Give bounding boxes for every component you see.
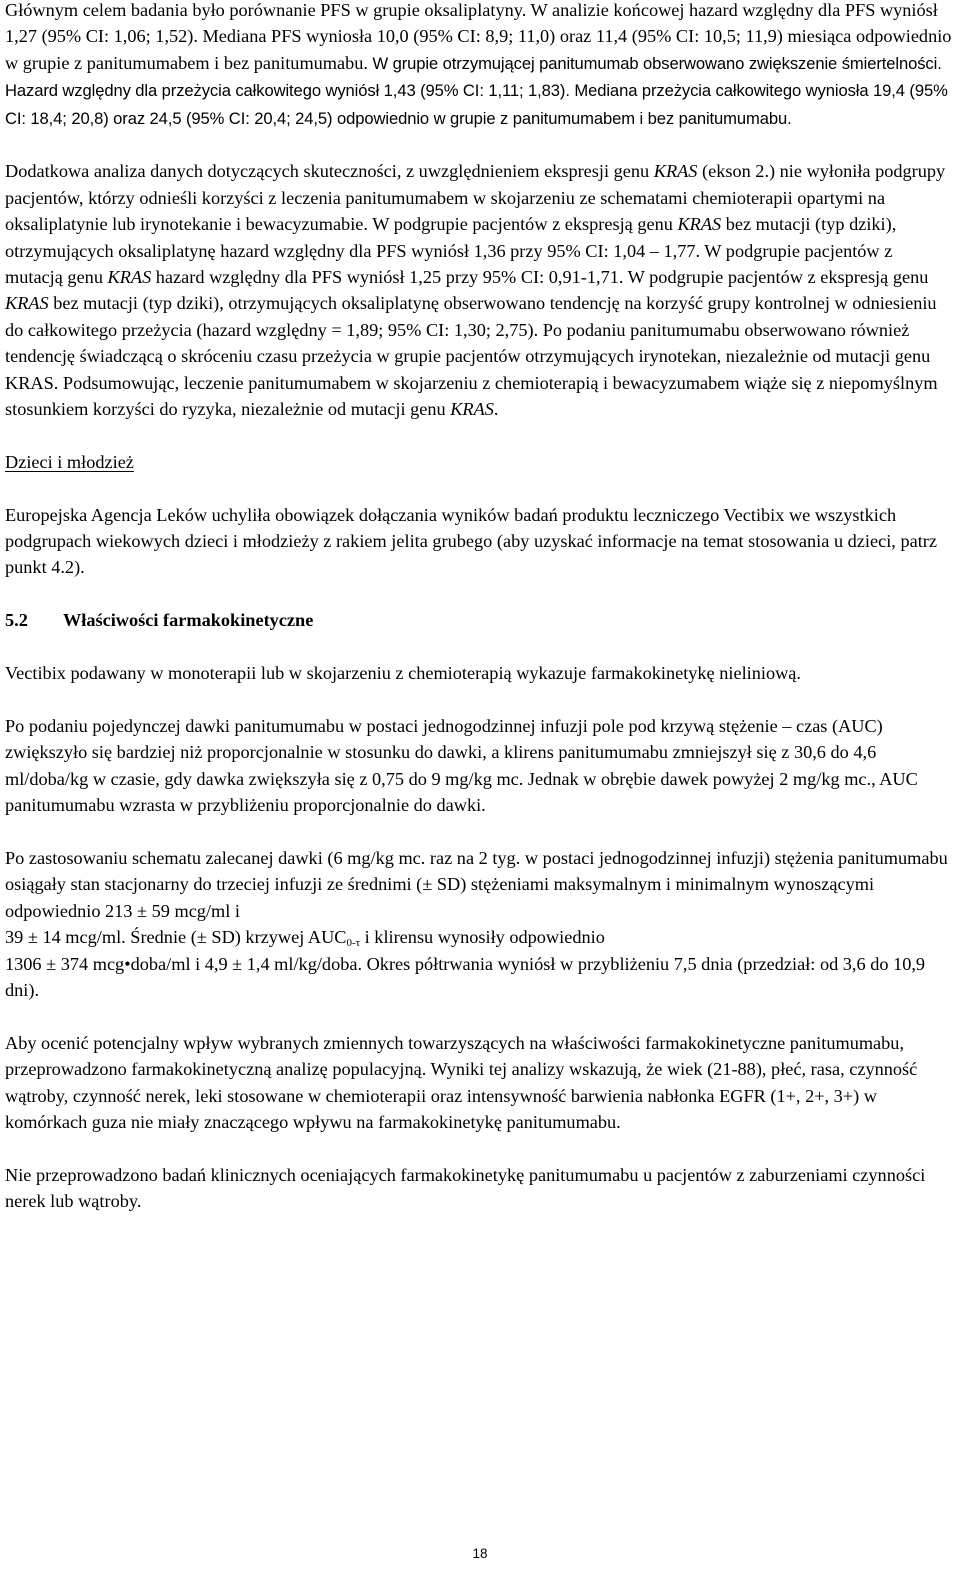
paragraph-spacer [5,422,953,448]
kras-gene-italic: KRAS [653,161,698,182]
kras-gene-italic: KRAS [5,293,49,314]
page-number: 18 [472,1546,488,1561]
paragraph-spacer [5,819,953,845]
kras-gene-italic: KRAS [107,267,152,288]
children-subheading: Dzieci i młodzież [5,451,134,472]
pk-paragraph-nonlinear: Vectibix podawany w monoterapii lub w skojarzeniu z chemioterapią wykazuje farmakokinetykę nieliniową. [5,663,801,684]
kras-text-2: (ekson 2.) nie wyłoniła podgrupy pacjentów, którzy odnieśli korzyści z leczenia panitumumabem w skojarzeniu ze schematami chemioterapii opartymi na oksaliplatynie lub irynotekanie i bewacyzumabie. W podgrupie pacjentów z ekspresją genu [5,161,946,235]
kras-analysis-paragraph [5,158,953,422]
kras-text-1: Dodatkowa analiza danych dotyczących skuteczności, z uwzględnieniem ekspresji genu [5,161,654,182]
paragraph-spacer [5,475,953,501]
paragraph-spacer [5,1135,953,1161]
section-number: 5.2 [5,610,28,631]
kras-text-6: . [493,399,499,420]
children-paragraph: Europejska Agencja Leków uchyliła obowiązek dołączania wyników badań produktu leczniczego Vectibix we wszystkich podgrupach wiekowych dzieci i młodzieży z rakiem jelita grubego (aby uzyskać informacje na temat stosowania u dzieci, patrz punkt 4.2). [5,504,937,578]
kras-gene-italic: KRAS [450,399,494,420]
steady-state-text-1: Po zastosowaniu schematu zalecanej dawki (6 mg/kg mc. raz na 2 tyg. w postaci jednogodzinnej infuzji) stężenia panitumumabu osiągały stan stacjonarny do trzeciej infuzji ze średnimi (± SD) stężeniami maksymalnym i minimalnym wynoszącymi odpowiednio 213 ± 59 mcg/ml i [5,847,948,921]
pk-paragraph-steady-state [5,845,953,1003]
document-page [5,0,953,1215]
pk-paragraph-renal-hepatic: Nie przeprowadzono badań klinicznych oceniających farmakokinetykę panitumumabu u pacjentów z zaburzeniami czynności nerek lub wątroby. [5,1164,926,1212]
kras-gene-italic: KRAS [677,214,722,235]
os-results-text: W grupie otrzymującej panitumumab obserwowano zwiększenie śmiertelności. Hazard względny dla przeżycia całkowitego wyniósł 1,43 (95% CI: 1,11; 1,83). Mediana przeżycia całkowitego wyniosła 19,4 (95% CI: 18,4; 20,8) oraz 24,5 (95% CI: 20,4; 24,5) odpowiednio w grupie z panitumumabem i bez panitumumabu. [5,53,948,128]
kras-text-5: bez mutacji (typ dziki), otrzymujących oksaliplatynę obserwowano tendencję na korzyść grupy kontrolnej w odniesieniu do całkowitego przeżycia (hazard względny = 1,89; 95% CI: 1,30; 2,75). Po podaniu panitumumabu obserwowano również tendencję świadczącą o skróceniu czasu przeżycia w grupie pacjentów otrzymujących irynotekan, niezależnie od mutacji genu KRAS. Podsumowując, leczenie panitumumabem w skojarzeniu z chemioterapią i bewacyzumabem wiąże się z niepomyślnym stosunkiem korzyści do ryzyka, niezależnie od mutacji genu [5,293,938,420]
steady-state-text-2: 39 ± 14 mcg/ml. Średnie (± SD) krzywej AUC [5,927,347,948]
paragraph-spacer [5,132,953,158]
section-title: Właściwości farmakokinetyczne [63,610,314,631]
steady-state-text-3: i klirensu wynosiły odpowiednio [360,927,605,948]
efficacy-paragraph-pfs-os [5,0,953,132]
pfs-results-text: Głównym celem badania było porównanie PFS w grupie oksaliplatyny. W analizie końcowej hazard względny dla PFS wyniósł 1,27 (95% CI: 1,06; 1,52). Mediana PFS wyniosła 10,0 (95% CI: 8,9; 11,0) oraz 11,4 (95% CI: 10,5; 11,9) miesiąca odpowiednio w grupie z panitumumabem i bez panitumumabu. [5,0,952,73]
pk-paragraph-population: Aby ocenić potencjalny wpływ wybranych zmiennych towarzyszących na właściwości farmakokinetyczne panitumumabu, przeprowadzono farmakokinetyczną analizę populacyjną. Wyniki tej analizy wskazują, że wiek (21-88), płeć, rasa, czynność wątroby, czynność nerek, leki stosowane w chemioterapii oraz intensywność barwienia nabłonka EGFR (1+, 2+, 3+) w komórkach guza nie miały znaczącego wpływu na farmakokinetykę panitumumabu. [5,1032,918,1132]
paragraph-spacer [5,581,953,607]
paragraph-spacer [5,634,953,660]
paragraph-spacer [5,1003,953,1029]
kras-text-4: hazard względny dla PFS wyniósł 1,25 przy 95% CI: 0,91-1,71. W podgrupie pacjentów z ekspresją genu [151,267,929,288]
steady-state-text-4: 1306 ± 374 mcg•doba/ml i 4,9 ± 1,4 ml/kg/doba. Okres półtrwania wyniósł w przybliżeniu 7,5 dnia (przedział: od 3,6 do 10,9 dni). [5,953,926,1000]
pk-paragraph-single-dose: Po podaniu pojedynczej dawki panitumumabu w postaci jednogodzinnej infuzji pole pod krzywą stężenie – czas (AUC) zwiększyło się bardziej niż proporcjonalnie w stosunku do dawki, a klirens panitumumabu zmniejszył się z 30,6 do 4,6 ml/doba/kg w czasie, gdy dawka zwiększyła się z 0,75 do 9 mg/kg mc. Jednak w obrębie dawek powyżej 2 mg/kg mc., AUC panitumumabu wzrasta w przybliżeniu proporcjonalnie do dawki. [5,715,918,816]
kras-text-3: bez mutacji (typ dziki), otrzymujących oksaliplatynę hazard względny dla PFS wyniósł 1,36 przy 95% CI: 1,04 – 1,77. W podgrupie pacjentów z mutacją genu [5,214,897,288]
section-heading-5-2 [5,607,953,633]
paragraph-spacer [5,686,953,712]
auc-subscript: 0-τ [346,937,361,950]
